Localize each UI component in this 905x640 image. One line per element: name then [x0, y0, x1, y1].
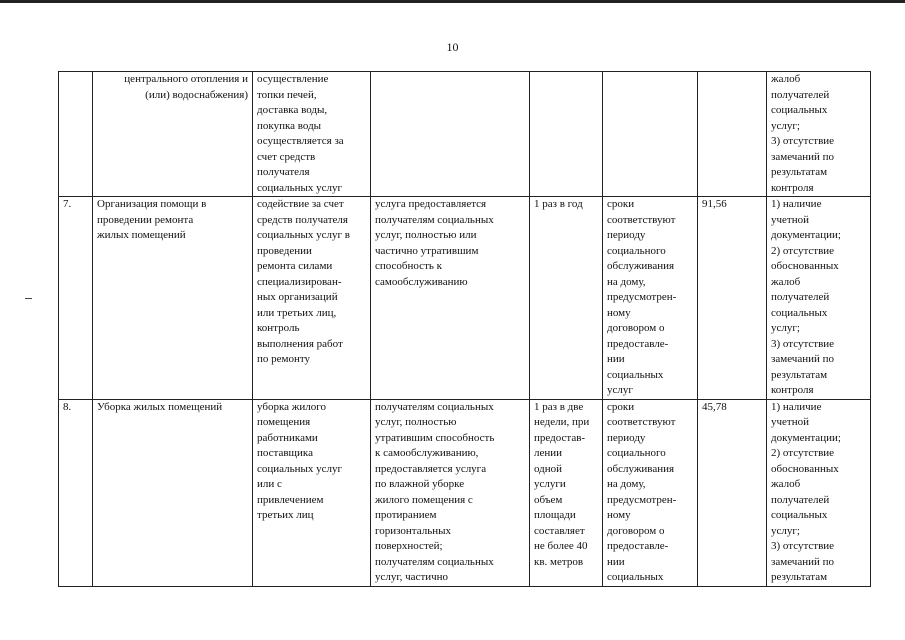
- service-content: уборка жилого помещения работниками поставщика социальных услуг или с привлечением третьих лиц: [253, 399, 371, 586]
- scan-top-border: [0, 0, 905, 3]
- quality-criteria: 1) наличие учетной документации; 2) отсутствие обоснованных жалоб получателей социальных услуг; 3) отсутствие замечаний по результатам: [767, 399, 871, 586]
- service-frequency: 1 раз в год: [530, 197, 603, 400]
- service-price: [698, 72, 767, 197]
- service-name: Уборка жилых помещений: [93, 399, 253, 586]
- quality-criteria: жалоб получателей социальных услуг; 3) отсутствие замечаний по результатам контроля: [767, 72, 871, 197]
- row-number: [59, 72, 93, 197]
- quality-criteria: 1) наличие учетной документации; 2) отсутствие обоснованных жалоб получателей социальных услуг; 3) отсутствие замечаний по результатам контроля: [767, 197, 871, 400]
- service-conditions: получателям социальных услуг, полностью утратившим способность к самообслуживанию, предоставляется услуга по влажной уборке жилого помещения с протиранием горизонтальных поверхностей; получателям социальных услуг, частично: [371, 399, 530, 586]
- service-terms: сроки соответствуют периоду социального обслуживания на дому, предусмотрен- ному договором о предоставле- нии социальных услуг: [603, 197, 698, 400]
- service-frequency: [530, 72, 603, 197]
- table-row: [59, 197, 871, 400]
- service-content: содействие за счет средств получателя социальных услуг в проведении ремонта силами специализирован- ных организаций или третьих лиц, контроль выполнения работ по ремонту: [253, 197, 371, 400]
- service-content: осуществление топки печей, доставка воды, покупка воды осуществляется за счет средств получателя социальных услуг: [253, 72, 371, 197]
- row-number: 8.: [59, 399, 93, 586]
- service-price: 91,56: [698, 197, 767, 400]
- service-price: 45,78: [698, 399, 767, 586]
- service-terms: [603, 72, 698, 197]
- table-row: [59, 72, 871, 197]
- service-frequency: 1 раз в две недели, при предостав- лении одной услуги объем площади составляет не более 40 кв. метров: [530, 399, 603, 586]
- services-table: [58, 71, 871, 587]
- service-name: Организация помощи в проведении ремонта жилых помещений: [93, 197, 253, 400]
- service-conditions: [371, 72, 530, 197]
- table-row: [59, 399, 871, 586]
- service-conditions: услуга предоставляется получателям социальных услуг, полностью или частично утратившим способность к самообслуживанию: [371, 197, 530, 400]
- page-number: 10: [446, 40, 459, 54]
- service-terms: сроки соответствуют периоду социального обслуживания на дому, предусмотрен- ному договором о предоставле- нии социальных: [603, 399, 698, 586]
- service-name: центрального отопления и (или) водоснабжения): [93, 72, 253, 197]
- row-number: 7.: [59, 197, 93, 400]
- margin-mark: [25, 298, 32, 299]
